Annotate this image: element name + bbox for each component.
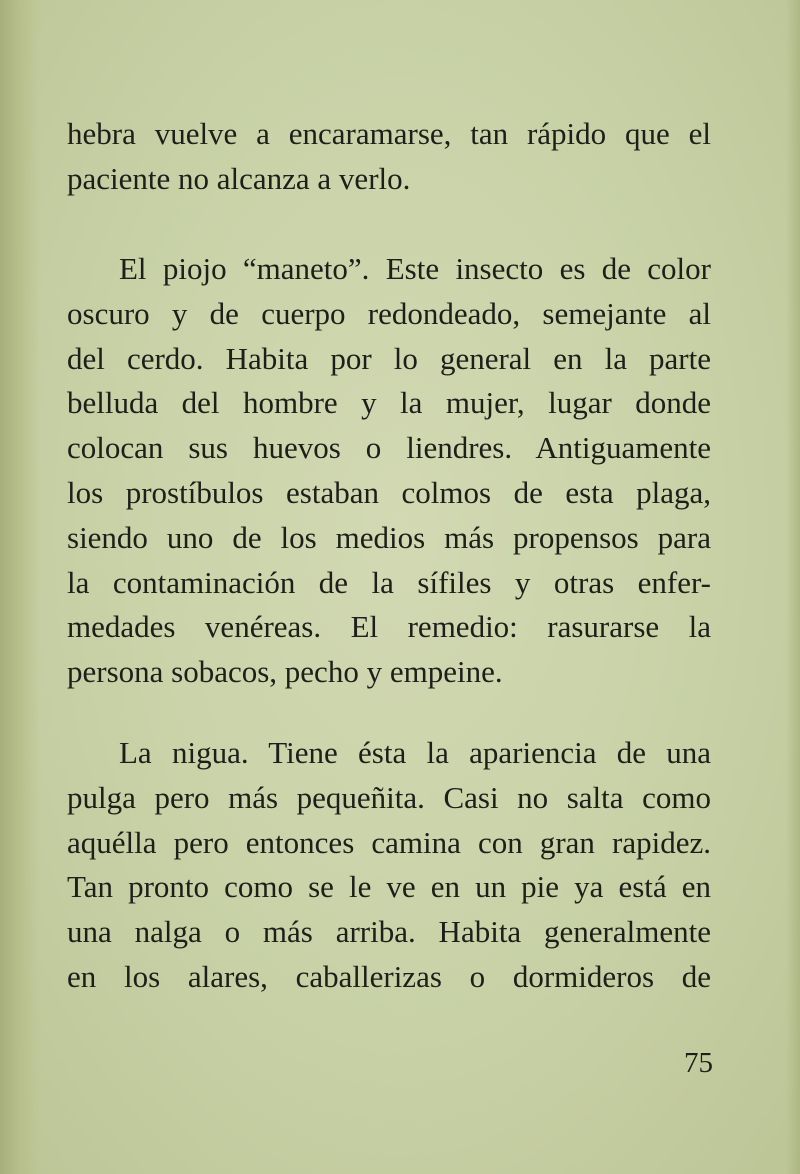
text-line: los prostíbulos estaban colmos de esta plaga, bbox=[67, 474, 711, 510]
text-line: siendo uno de los medios más propensos para bbox=[67, 519, 711, 555]
page-edge-shadow bbox=[786, 0, 800, 1174]
text-line: Tan pronto como se le ve en un pie ya está en bbox=[67, 869, 711, 905]
text-line: persona sobacos, pecho y empeine. bbox=[67, 654, 503, 690]
text-line: La nigua. Tiene ésta la apariencia de una bbox=[119, 735, 711, 770]
text-line: colocan sus huevos o liendres. Antiguamente bbox=[67, 430, 711, 466]
text-line: paciente no alcanza a verlo. bbox=[67, 160, 411, 196]
text-line: pulga pero más pequeñita. Casi no salta como bbox=[67, 779, 711, 815]
page-binding-shadow bbox=[0, 0, 40, 1174]
text-line: aquélla pero entonces camina con gran rapidez. bbox=[67, 824, 711, 860]
text-line: una nalga o más arriba. Habita generalmente bbox=[67, 914, 711, 950]
text-line: belluda del hombre y la mujer, lugar donde bbox=[67, 385, 711, 421]
text-line: oscuro y de cuerpo redondeado, semejante al bbox=[67, 295, 711, 331]
text-line: medades venéreas. El remedio: rasurarse la bbox=[67, 609, 711, 645]
paragraph-continuation bbox=[67, 112, 711, 202]
paragraph-piojo-maneto bbox=[67, 247, 711, 695]
text-line: El piojo “maneto”. Este insecto es de color bbox=[119, 251, 711, 286]
text-line: en los alares, caballerizas o dormideros de bbox=[67, 958, 711, 994]
text-line: la contaminación de la sífiles y otras enfer- bbox=[67, 564, 711, 600]
text-line: hebra vuelve a encaramarse, tan rápido que el bbox=[67, 116, 711, 151]
text-line: del cerdo. Habita por lo general en la parte bbox=[67, 340, 711, 376]
paragraph-nigua bbox=[67, 731, 711, 1000]
page-number: 75 bbox=[684, 1047, 713, 1079]
